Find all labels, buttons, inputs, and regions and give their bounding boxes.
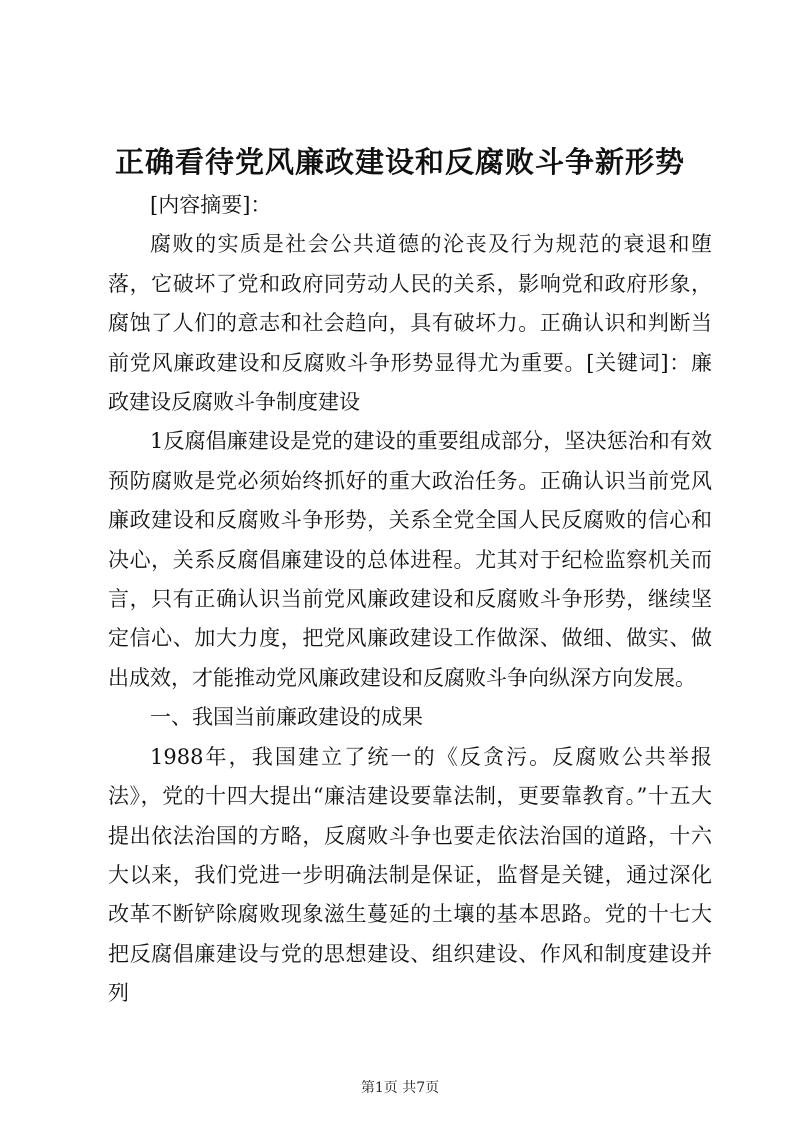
- page-number: 第1页 共7页: [360, 1080, 440, 1096]
- document-title: 正确看待党风廉政建设和反腐败斗争新形势: [114, 145, 685, 179]
- abstract-heading: [内容摘要]：: [150, 193, 272, 217]
- page-footer: [0, 1078, 800, 1098]
- abstract-paragraph: 腐败的实质是社会公共道德的沦丧及行为规范的衰退和堕落，它破坏了党和政府同劳动人民的关系，影响党和政府形象，腐蚀了人们的意志和社会趋向，具有破坏力。正确认识和判断当前党风廉政建设和反腐败斗争形势显得尤为重要。[关键词]：廉政建设反腐败斗争制度建设: [108, 232, 712, 415]
- section-paragraph: 1988年，我国建立了统一的《反贪污。反腐败公共举报法》，党的十四大提出“廉洁建设要靠法制，更要靠教育。”十五大提出依法治国的方略，反腐败斗争也要走依法治国的道路，十六大以来，我们党进一步明确法制是保证，监督是关键，通过深化改革不断铲除腐败现象滋生蔓延的土壤的基本思路。党的十七大把反腐倡廉建设与党的思想建设、组织建设、作风和制度建设并列: [108, 744, 712, 1006]
- intro-paragraph: 1反腐倡廉建设是党的建设的重要组成部分，坚决惩治和有效预防腐败是党必须始终抓好的重大政治任务。正确认识当前党风廉政建设和反腐败斗争形势，关系全党全国人民反腐败的信心和决心，关系反腐倡廉建设的总体进程。尤其对于纪检监察机关而言，只有正确认识当前党风廉政建设和反腐败斗争形势，继续坚定信心、加大力度，把党风廉政建设工作做深、做细、做实、做出成效，才能推动党风廉政建设和反腐败斗争向纵深方向发展。: [108, 429, 712, 690]
- section-heading: 一、我国当前廉政建设的成果: [150, 705, 423, 730]
- document-body: [108, 186, 712, 1014]
